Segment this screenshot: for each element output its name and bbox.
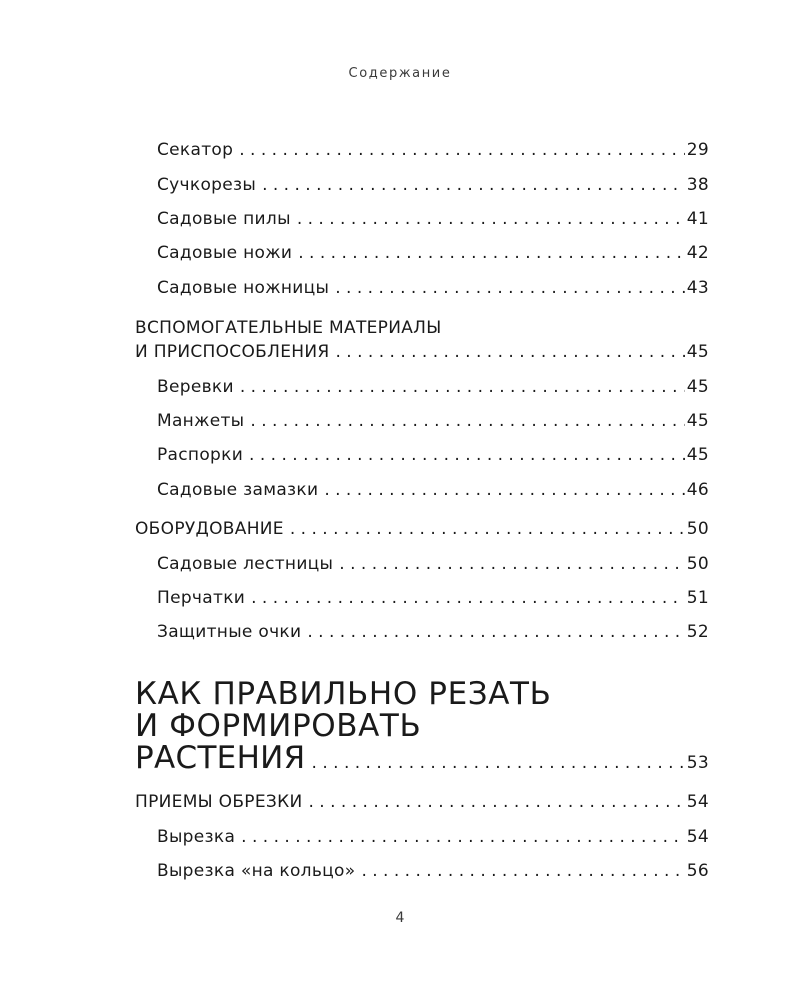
toc-entry-page: 54 bbox=[686, 792, 709, 812]
toc-entry-page: 50 bbox=[686, 519, 709, 539]
toc-entry-secateur bbox=[157, 139, 709, 161]
toc-entry-label: ОБОРУДОВАНИЕ bbox=[135, 519, 284, 539]
dot-leader bbox=[250, 410, 684, 432]
toc-section-auxiliary-line1: ВСПОМОГАТЕЛЬНЫЕ МАТЕРИАЛЫ bbox=[135, 318, 442, 338]
toc-entry-ring-cut bbox=[157, 860, 709, 882]
toc-entry-page: 45 bbox=[686, 377, 709, 397]
toc-entry-page: 50 bbox=[686, 554, 709, 574]
toc-entry-page: 54 bbox=[686, 827, 709, 847]
running-head: Содержание bbox=[348, 66, 452, 81]
dot-leader bbox=[312, 746, 685, 780]
toc-entry-label: Садовые ножницы bbox=[157, 278, 330, 298]
toc-entry-label: Перчатки bbox=[157, 588, 246, 608]
toc-entry-page: 45 bbox=[686, 411, 709, 431]
dot-leader bbox=[239, 139, 685, 161]
toc-entry-label: Манжеты bbox=[157, 411, 245, 431]
toc-entry-label: Защитные очки bbox=[157, 622, 302, 642]
toc-entry-label: Вырезка «на кольцо» bbox=[157, 861, 356, 881]
dot-leader bbox=[309, 791, 685, 813]
toc-entry-label: Садовые ножи bbox=[157, 243, 293, 263]
toc-entry-page: 52 bbox=[686, 622, 709, 642]
toc-entry-ropes bbox=[157, 376, 709, 398]
toc-entry-page: 56 bbox=[686, 861, 709, 881]
toc-entry-label: Распорки bbox=[157, 445, 244, 465]
toc-section-equipment bbox=[135, 518, 709, 540]
toc-entry-gloves bbox=[157, 587, 709, 609]
toc-entry-label: Садовые замазки bbox=[157, 480, 319, 500]
dot-leader bbox=[298, 242, 685, 264]
dot-leader bbox=[324, 479, 684, 501]
toc-entry-safety-glasses bbox=[157, 621, 709, 643]
toc-entry-cutting bbox=[157, 826, 709, 848]
toc-entry-label: Садовые пилы bbox=[157, 209, 291, 229]
dot-leader bbox=[297, 208, 685, 230]
toc-entry-garden-putty bbox=[157, 479, 709, 501]
dot-leader bbox=[335, 341, 684, 363]
toc-entry-label: Секатор bbox=[157, 140, 234, 160]
toc-chapter-line1: КАК ПРАВИЛЬНО РЕЗАТЬ bbox=[135, 676, 552, 712]
toc-chapter-line2: И ФОРМИРОВАТЬ bbox=[135, 708, 422, 744]
toc-section-pruning bbox=[135, 791, 709, 813]
toc-entry-page: 46 bbox=[686, 480, 709, 500]
toc-entry-page: 45 bbox=[686, 342, 709, 362]
toc-entry-label: Веревки bbox=[157, 377, 234, 397]
toc-entry-page: 51 bbox=[686, 588, 709, 608]
dot-leader bbox=[251, 587, 685, 609]
toc-entry-spacers bbox=[157, 444, 709, 466]
toc-entry-garden-shears bbox=[157, 277, 709, 299]
toc-entry-page: 45 bbox=[686, 445, 709, 465]
toc-entry-page: 43 bbox=[686, 278, 709, 298]
toc-entry-garden-knives bbox=[157, 242, 709, 264]
toc-entry-label: РАСТЕНИЯ bbox=[135, 740, 306, 776]
toc-entry-page: 29 bbox=[686, 140, 709, 160]
toc-entry-page: 41 bbox=[686, 209, 709, 229]
dot-leader bbox=[249, 444, 685, 466]
dot-leader bbox=[361, 860, 684, 882]
dot-leader bbox=[240, 376, 685, 398]
toc-entry-label: Сучкорезы bbox=[157, 175, 257, 195]
dot-leader bbox=[339, 553, 684, 575]
toc-entry-page: 38 bbox=[686, 175, 709, 195]
toc-chapter bbox=[135, 741, 709, 780]
toc-entry-page: 42 bbox=[686, 243, 709, 263]
dot-leader bbox=[290, 518, 685, 540]
toc-entry-garden-ladders bbox=[157, 553, 709, 575]
toc-entry-garden-saws bbox=[157, 208, 709, 230]
dot-leader bbox=[262, 174, 685, 196]
toc-entry-label: Садовые лестницы bbox=[157, 554, 334, 574]
toc-entry-page: 53 bbox=[686, 753, 709, 773]
dot-leader bbox=[335, 277, 685, 299]
dot-leader bbox=[307, 621, 684, 643]
page-number: 4 bbox=[395, 910, 405, 926]
toc-entry-label: И ПРИСПОСОБЛЕНИЯ bbox=[135, 342, 330, 362]
toc-entry-label: Вырезка bbox=[157, 827, 236, 847]
dot-leader bbox=[241, 826, 685, 848]
toc-entry-label: ПРИЕМЫ ОБРЕЗКИ bbox=[135, 792, 303, 812]
toc-entry-loppers bbox=[157, 174, 709, 196]
toc-entry-cuffs bbox=[157, 410, 709, 432]
toc-section-auxiliary bbox=[135, 341, 709, 363]
